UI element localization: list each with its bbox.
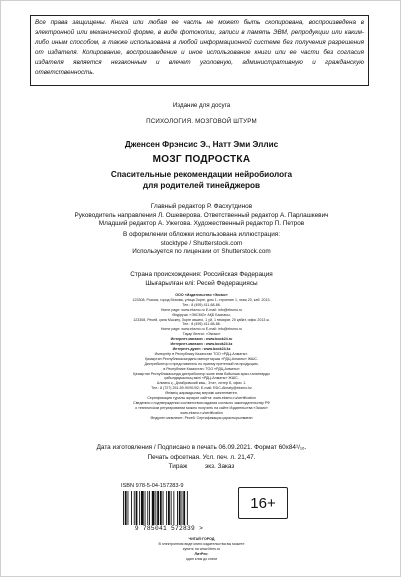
- origin-line: Страна происхождения: Российская Федерация: [130, 271, 273, 278]
- footer-detail-line: ЛитРес:: [194, 551, 209, 556]
- footer-details: [1, 537, 401, 562]
- subtitle-line: Спасительные рекомендации нейробиолога: [110, 170, 293, 179]
- publisher-detail-line: Интернет-магазин : www.book24.ru: [170, 337, 233, 342]
- print-info-line: Тираж экз. Заказ: [168, 463, 235, 470]
- credit-line: Главный редактор Р. Фасхутдинов: [150, 203, 253, 210]
- credit-line: Младший редактор А. Ужегова. Художественный редактор П. Петров: [98, 220, 305, 227]
- publisher-detail-line: ООО «Издательство «Эксмо»: [175, 293, 228, 297]
- barcode-icon: [121, 491, 217, 527]
- series-label: ПСИХОЛОГИЯ. МОЗГОВОЙ ШТУРМ: [146, 118, 257, 125]
- footer-detail-line: купить на www.litres.ru: [182, 546, 221, 551]
- publisher-detail-line: 123308, Россия, город Москва, улица Зорге, дом 1, строение 1, этаж 20, каб. 2013.: [132, 297, 271, 302]
- publisher-detail-line: Дистрибьютор и представитель по приему претензий на продукцию,: [144, 361, 259, 366]
- publisher-detail-line: 123308, Ресей, қала Мәскеу, Зорге көшесі, 1 үй, 1 ғимарат, 20 қабат, офис 2013 ж.: [133, 317, 270, 322]
- footer-detail-line: один клик до книги: [185, 556, 218, 561]
- publisher-detail-line: в Республике Казахстан: ТОО «РДЦ-Алматы»: [163, 366, 240, 371]
- book-title: МОЗГ ПОДРОСТКА: [152, 154, 251, 165]
- publisher-detail-line: Тел.: 8 (495) 411-68-86.: [182, 302, 221, 307]
- publisher-detail-line: Тауар белгісі: «Эксмо»: [182, 332, 221, 337]
- credit-line: Руководитель направления Л. Ошеверова. Ответственный редактор А. Парлашкевич: [74, 211, 329, 219]
- publisher-detail-line: Алматы қ., Домбровский көш., 3«а», литер Б, офис 1.: [156, 381, 247, 386]
- publisher-detail-line: Сертификация туралы ақпарат сайтта: www.eksmo.ru/certification: [147, 396, 256, 401]
- publisher-detail-line: Қазақстан Республикасындағы импорттаушы «РДЦ-Алматы» ЖШС.: [144, 356, 259, 361]
- publisher-detail-line: Сведения о подтверждении соответствия издания согласно законодательству РФ: [133, 400, 270, 405]
- publisher-detail-line: Home page: www.eksmo.ru E-mail: info@eksmo.ru: [160, 327, 243, 332]
- book-subtitle: [1, 169, 401, 191]
- footer-detail-line: ЧИТАЙ·ГОРОД: [188, 537, 215, 541]
- age-rating-badge: 16+: [238, 487, 288, 519]
- illustration-line: stocktype / Shutterstock.com: [160, 239, 243, 247]
- publisher-detail-line: Қазақстан Республикасында дистрибьютор және өнім бойынша арыз-талаптарды: [133, 371, 270, 376]
- print-info-line: Печать офсетная. Усл. печ. л. 21,47.: [147, 453, 256, 461]
- edition-label: Издание для досуга: [172, 102, 231, 109]
- cover-illustration-credits: [1, 231, 401, 257]
- illustration-line: Используется по лицензии от Shutterstock.com: [132, 248, 271, 255]
- publisher-detail-line: Импортёр в Республику Казахстан ТОО «РДЦ-Алматы».: [154, 351, 249, 356]
- publisher-detail-line: о техническом регулировании можно получить на сайте Издательства «Эксмо»: [135, 405, 268, 410]
- print-info-line: Дата изготовления / Подписано в печать 06.09.2021. Формат 60x84¹/₁₆.: [96, 444, 307, 451]
- publisher-detail-line: қабылдаушының өкілі «РДЦ-Алматы» ЖШС,: [164, 376, 239, 381]
- country-of-origin: [1, 271, 401, 288]
- print-info: [1, 443, 401, 472]
- subtitle-line: для родителей тинейджеров: [142, 181, 261, 190]
- illustration-line: В оформлении обложки использована иллюстрация:: [122, 231, 281, 238]
- publisher-detail-line: Home page: www.eksmo.ru E-mail: info@eksmo.ru: [160, 307, 243, 312]
- editorial-credits: [1, 203, 401, 229]
- publisher-detail-line: Өнімнің жарамдылық мерзімі шектелмеген.: [165, 391, 238, 396]
- publisher-detail-line: Өндірген мемлекет: Ресей. Сертификация қарастырылмаған: [150, 415, 253, 420]
- publisher-details: [1, 293, 401, 421]
- isbn-label: ISBN 978-5-04-157283-9: [121, 483, 184, 489]
- publisher-detail-line: Интернет-магазин : www.book24.kz: [170, 342, 233, 347]
- book-authors: Дженсен Фрэнсис Э., Натт Эми Эллис: [124, 140, 279, 149]
- publisher-detail-line: www.eksmo.ru/certification: [180, 410, 223, 415]
- publisher-detail-line: Интернет-дүкен : www.book24.kz: [172, 346, 231, 351]
- publisher-detail-line: Өндіруші: «ЭКСМО» АҚБ Баспасы,: [172, 312, 231, 317]
- origin-line: Шығарылған елі: Ресей Федерациясы: [145, 279, 258, 287]
- publisher-detail-line: Тел.: 8 (727) 251-59-90/91/92; E-mail: RDC-Almaty@eksmo.kz: [151, 386, 252, 391]
- footer-detail-line: В электронном виде книги издательства вы можете: [158, 541, 245, 546]
- barcode-number: 9 785041 572839 >: [134, 525, 204, 532]
- publisher-detail-line: Тел.: 8 (495) 411-68-86.: [182, 322, 221, 327]
- copyright-notice: Все права защищены. Книга или любая ее часть не может быть скопирована, воспроизведена в электронной или механической форме, в виде фотокопии, записи в память ЭВМ, репродукции или каким-либо иным способом, а также использована в любой информационной системе без получения разрешения от издателя. Копирование, воспроизведение и иное использование книги или ее части без согласия издателя является незаконным и влечет уголовную, административную и гражданскую ответственность.: [30, 15, 369, 86]
